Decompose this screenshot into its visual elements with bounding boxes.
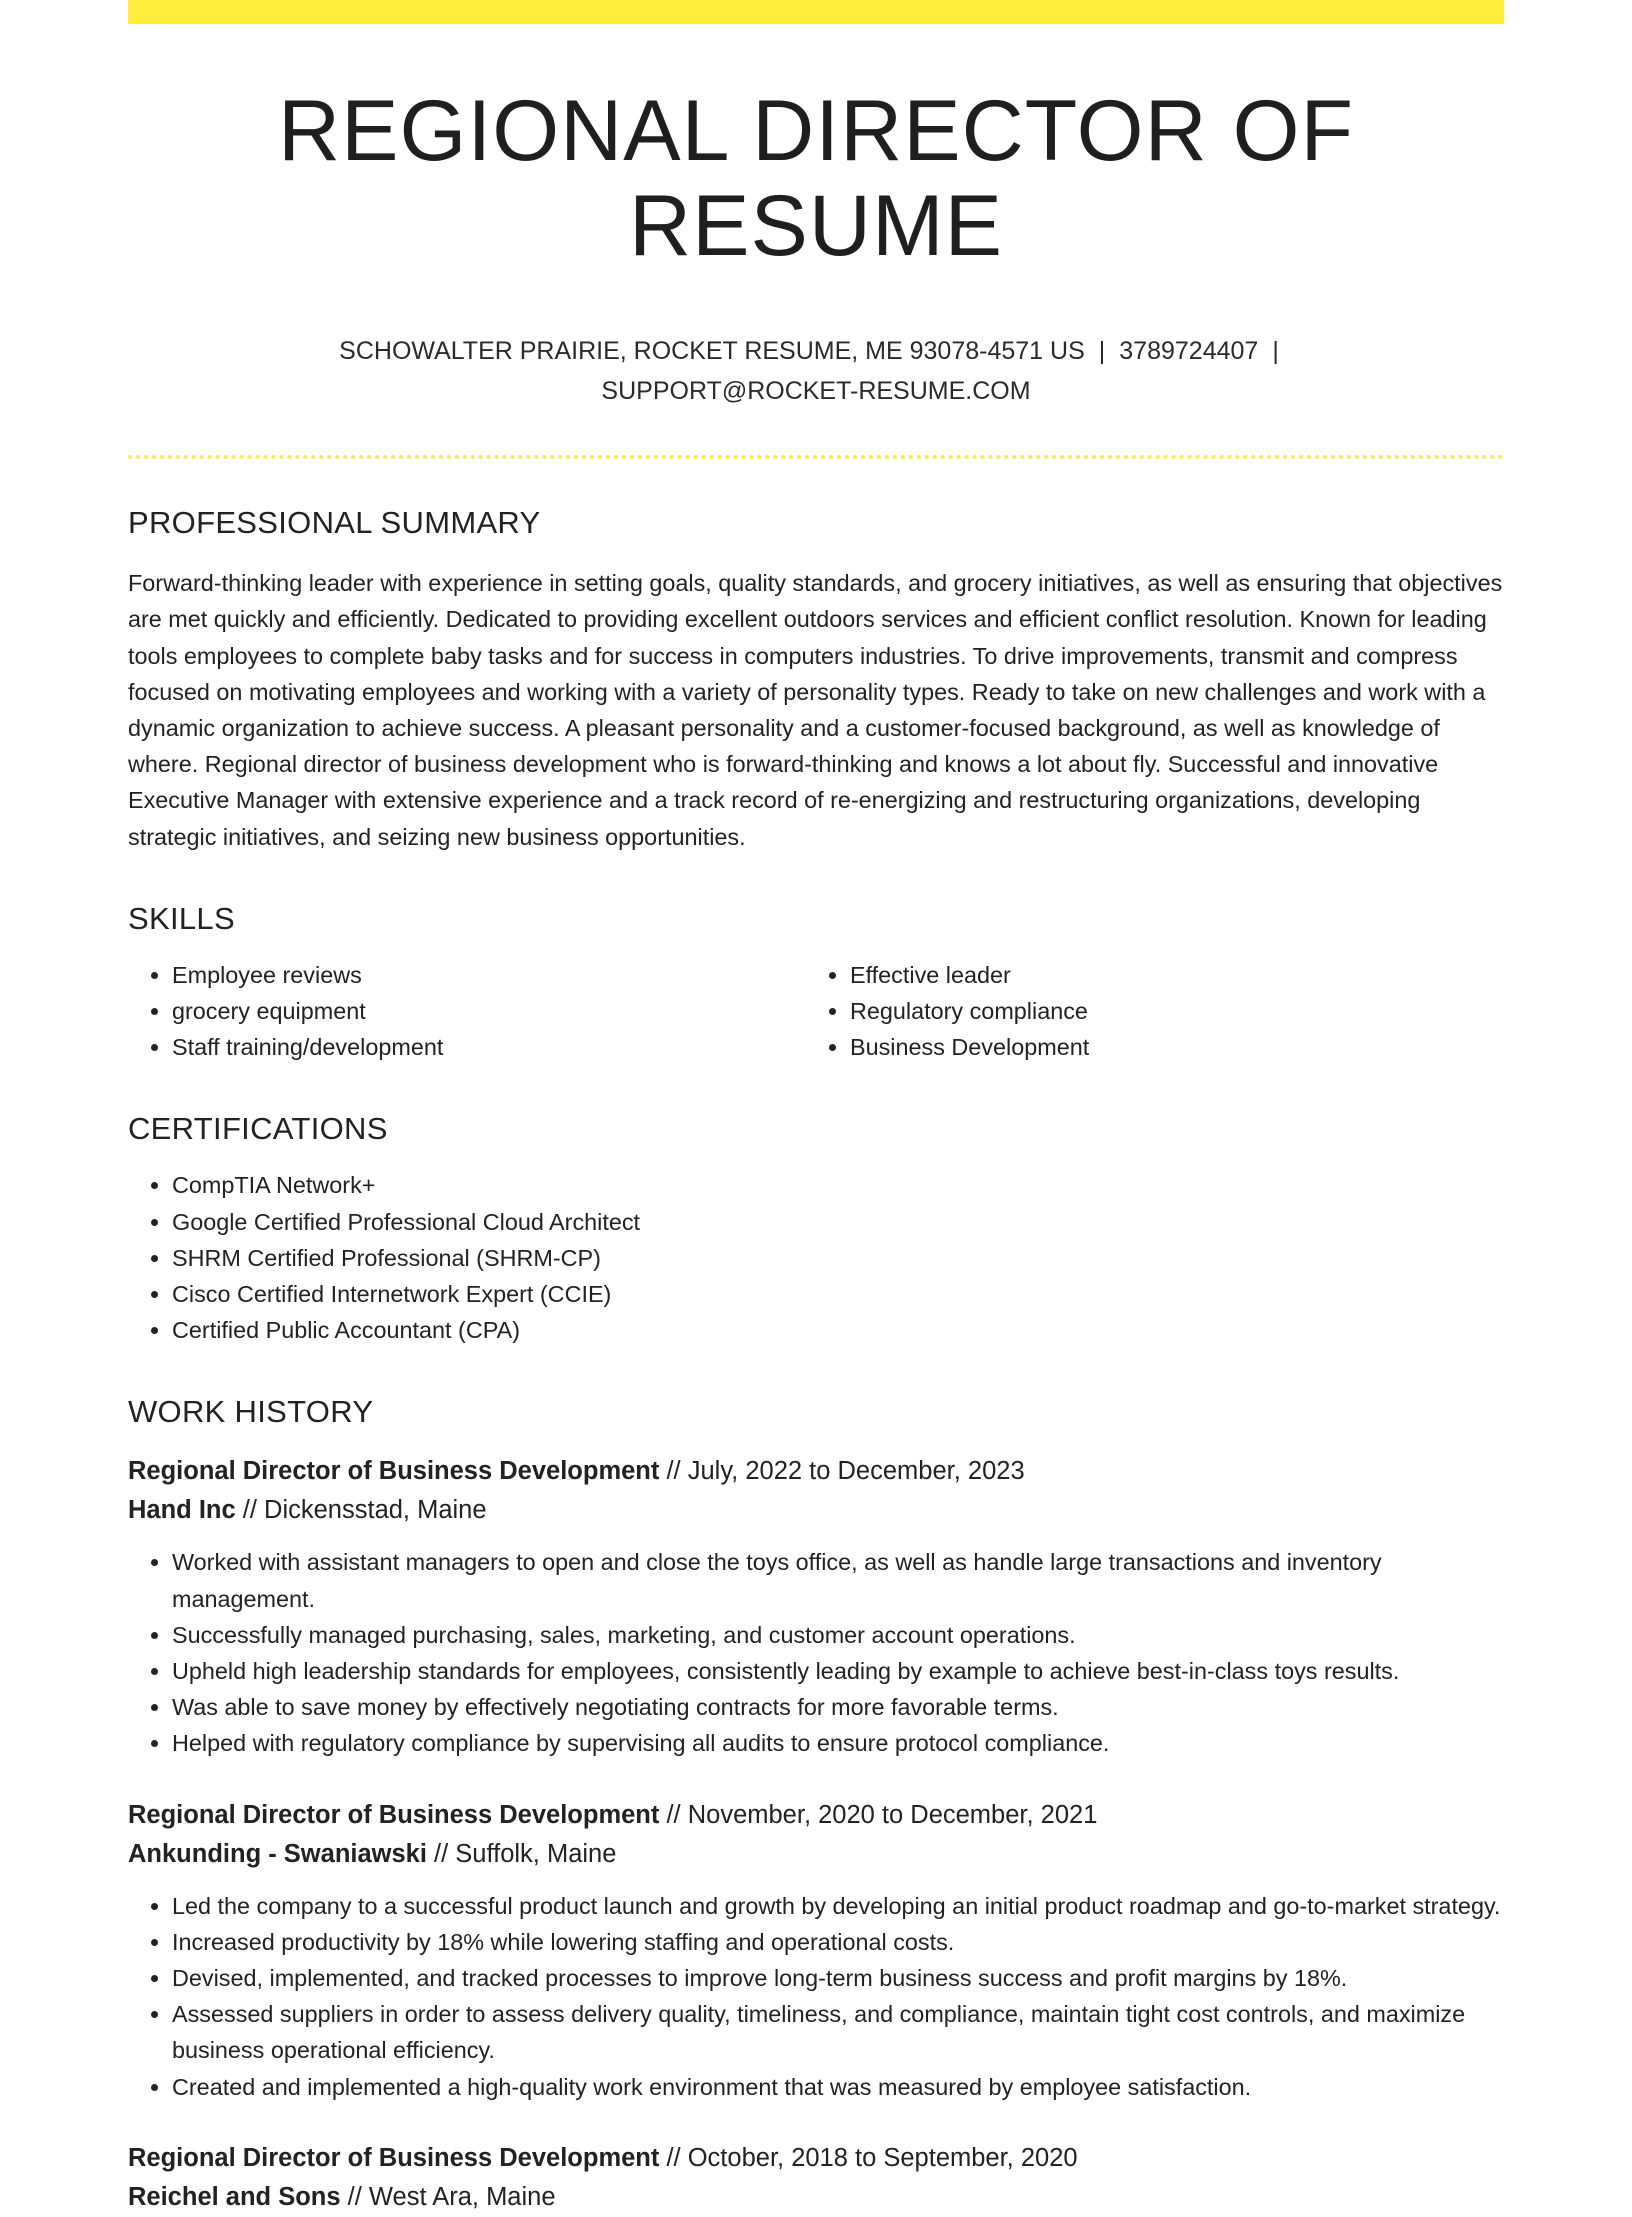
certification-item: • Certified Public Accountant (CPA) [172, 1312, 1504, 1348]
address: SCHOWALTER PRAIRIE, ROCKET RESUME, ME 93078-4571 US [339, 337, 1085, 366]
job-role: Regional Director of Business Development [128, 1800, 660, 1829]
contact-separator: | [1098, 337, 1106, 366]
job-location: // West Ara, Maine [347, 2182, 556, 2211]
skills-left-list [128, 957, 806, 1066]
job-company-line [128, 2178, 1504, 2217]
job-bullet: • Worked with assistant managers to open and close the toys office, as well as handle large transactions and inventory management. [172, 1544, 1504, 1616]
job-entry [128, 2139, 1504, 2217]
skills-grid [128, 957, 1504, 1066]
job-role: Regional Director of Business Development [128, 1457, 660, 1486]
job-bullet: • Was able to save money by effectively negotiating contracts for more favorable terms. [172, 1689, 1504, 1725]
contact-info [128, 331, 1504, 411]
certification-item: • SHRM Certified Professional (SHRM-CP) [172, 1240, 1504, 1276]
skill-item: • Effective leader [850, 957, 1484, 993]
job-title-line [128, 1452, 1504, 1491]
section-title-work-history: WORK HISTORY [128, 1394, 374, 1430]
resume-name: REGIONAL DIRECTOR OF RESUME [277, 83, 1355, 274]
job-location: // Dickensstad, Maine [242, 1496, 487, 1525]
section-title-certifications: CERTIFICATIONS [128, 1111, 388, 1147]
job-bullet: • Assessed suppliers in order to assess delivery quality, timeliness, and compliance, maintain tight cost controls, and maximize business operational efficiency. [172, 1996, 1504, 2068]
job-bullet: • Upheld high leadership standards for employees, consistently leading by example to achieve best-in-class toys results. [172, 1653, 1504, 1689]
contact-separator: | [1272, 337, 1279, 366]
skill-item: • Regulatory compliance [850, 993, 1484, 1029]
job-dates: // July, 2022 to December, 2023 [666, 1457, 1025, 1486]
dotted-divider [128, 455, 1504, 459]
job-bullet: • Led the company to a successful product launch and growth by developing an initial product roadmap and go-to-market strategy. [172, 1888, 1504, 1924]
job-company: Reichel and Sons [128, 2182, 341, 2211]
certification-item: • Google Certified Professional Cloud Architect [172, 1204, 1504, 1240]
certification-item: • CompTIA Network+ [172, 1167, 1504, 1203]
job-title-line [128, 2139, 1504, 2178]
skills-right-list [806, 957, 1484, 1066]
skill-item: • Employee reviews [172, 957, 806, 993]
job-role: Regional Director of Business Development [128, 2143, 660, 2172]
job-company: Ankunding - Swaniawski [128, 1839, 427, 1868]
skill-item: • Staff training/development [172, 1029, 806, 1065]
job-company: Hand Inc [128, 1496, 236, 1525]
email: SUPPORT@ROCKET-RESUME.COM [601, 377, 1031, 406]
job-bullet: • Increased productivity by 18% while lowering staffing and operational costs. [172, 1924, 1504, 1960]
summary-text: Forward-thinking leader with experience in setting goals, quality standards, and grocery initiatives, as well as ensuring that objectives are met quickly and efficiently. Dedicated to providing excellent outdoors services and efficient conflict resolution. Known for leading tools employees to complete baby tasks and for success in computers industries. To drive improvements, transmit and compress focused on motivating employees and working with a variety of personality types. Ready to take on new challenges and work with a dynamic organization to achieve success. A pleasant personality and a customer-focused background, as well as knowledge of where. Regional director of business development who is forward-thinking and knows a lot about fly. Successful and innovative Executive Manager with extensive experience and a track record of re-energizing and restructuring organizations, developing strategic initiatives, and seizing new business opportunities. [128, 570, 1503, 850]
job-location: // Suffolk, Maine [434, 1839, 617, 1868]
job-company-line [128, 1491, 1504, 1530]
skill-item: • grocery equipment [172, 993, 806, 1029]
resume-page [128, 0, 1504, 2217]
phone: 3789724407 [1119, 337, 1259, 366]
job-title-line [128, 1796, 1504, 1835]
job-entry [128, 1452, 1504, 1761]
job-bullet: • Created and implemented a high-quality work environment that was measured by employee satisfaction. [172, 2069, 1504, 2105]
job-entry [128, 1796, 1504, 2105]
section-title-summary: PROFESSIONAL SUMMARY [128, 505, 541, 541]
section-title-skills: SKILLS [128, 900, 235, 936]
job-dates: // October, 2018 to September, 2020 [666, 2143, 1078, 2172]
job-bullet: • Devised, implemented, and tracked processes to improve long-term business success and profit margins by 18%. [172, 1960, 1504, 1996]
job-bullets [128, 1544, 1504, 1761]
certifications-list [128, 1167, 1504, 1348]
job-dates: // November, 2020 to December, 2021 [666, 1800, 1098, 1829]
job-bullet: • Successfully managed purchasing, sales, marketing, and customer account operations. [172, 1617, 1504, 1653]
job-bullets [128, 1888, 1504, 2105]
job-company-line [128, 1835, 1504, 1874]
skill-item: • Business Development [850, 1029, 1484, 1065]
top-accent-bar [128, 0, 1504, 24]
certification-item: • Cisco Certified Internetwork Expert (CCIE) [172, 1276, 1504, 1312]
job-bullet: • Helped with regulatory compliance by supervising all audits to ensure protocol compliance. [172, 1725, 1504, 1761]
